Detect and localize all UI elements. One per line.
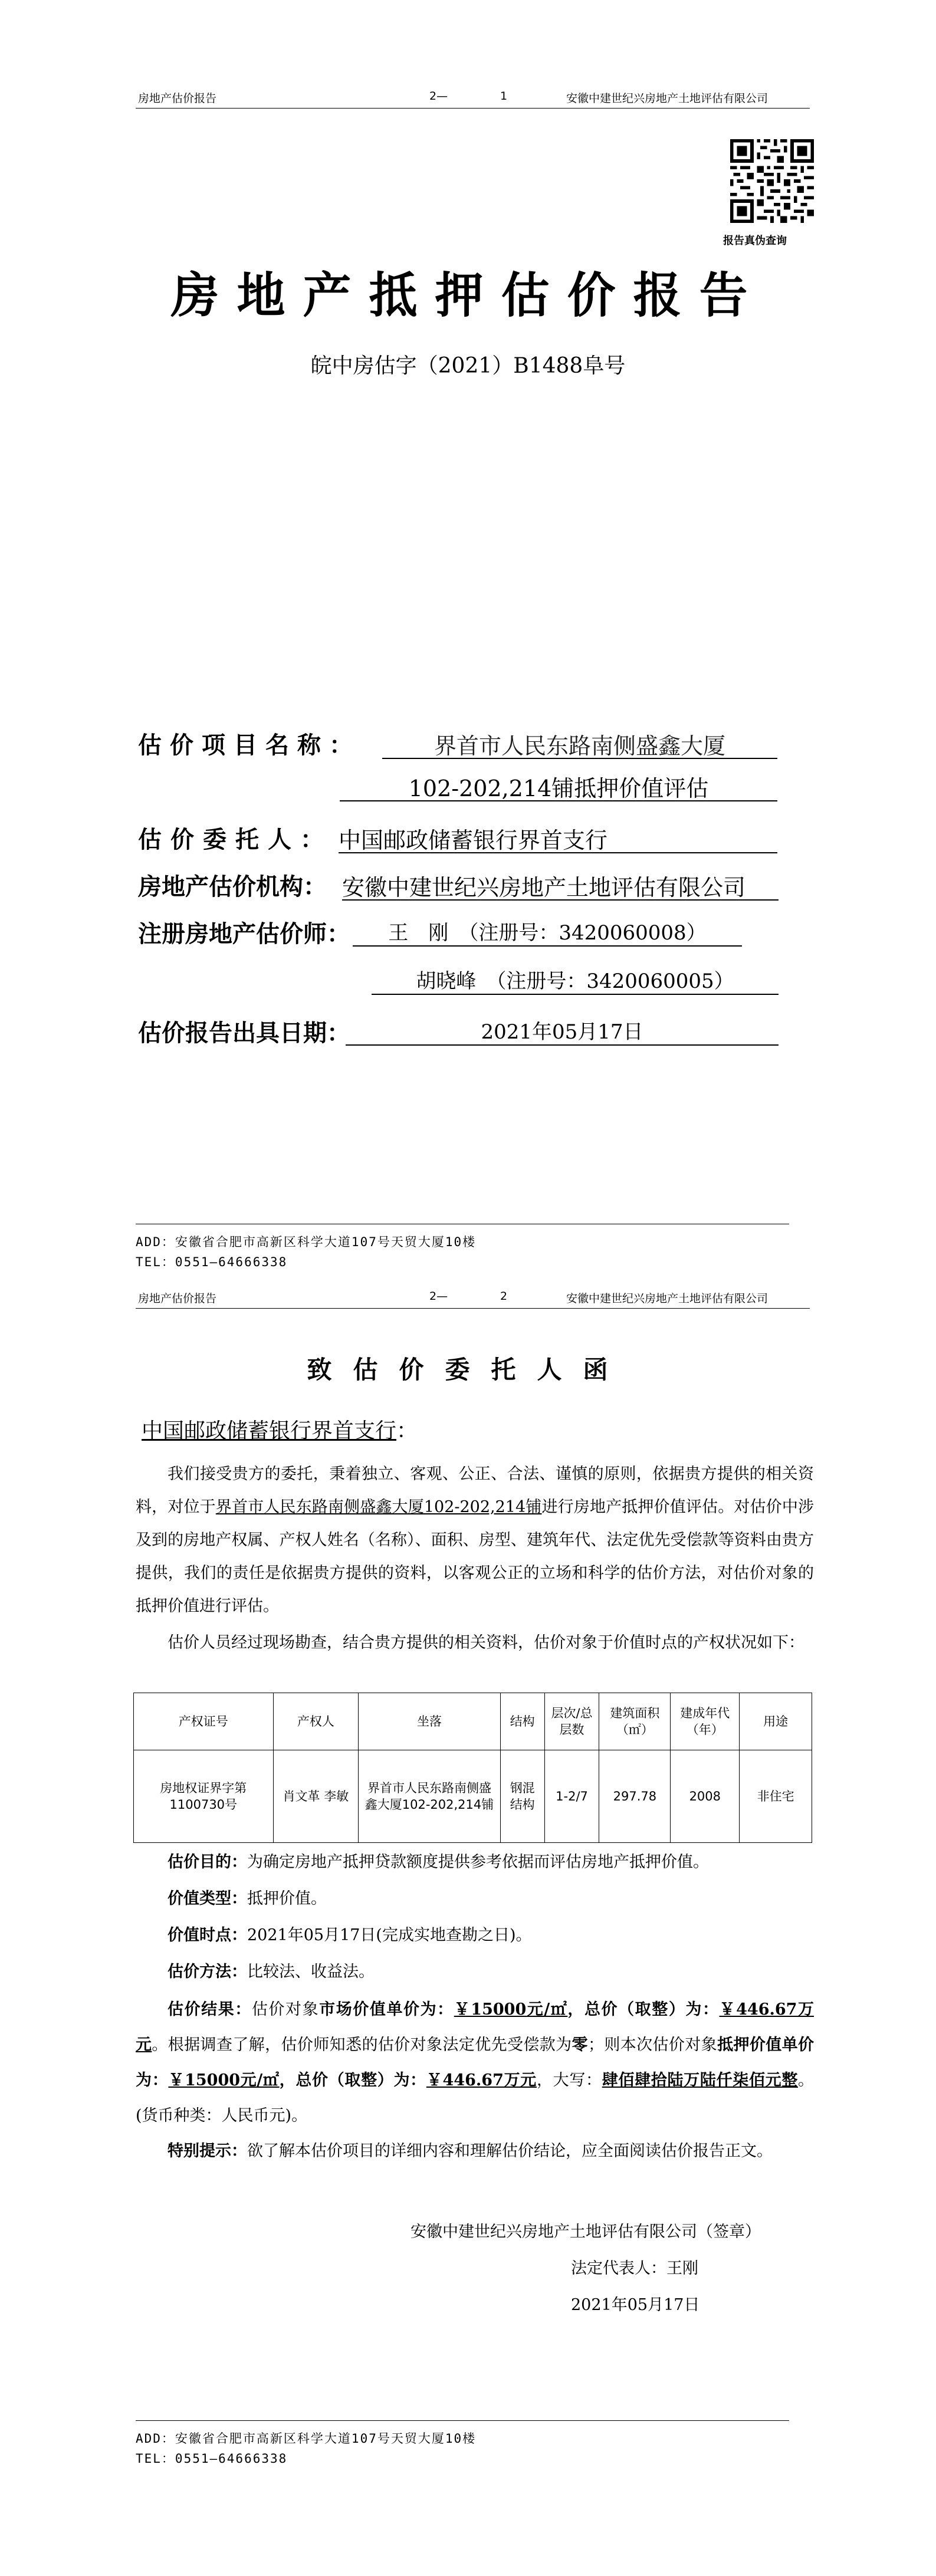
- result-text-i: 。(货币种类：人民币元)。: [136, 2071, 815, 2125]
- mortgage-total-price: ￥446.67万元: [426, 2071, 537, 2089]
- result-text-c: ，总价（取整）为：: [567, 2000, 720, 2019]
- project-name-line2: 102-202,214铺抵押价值评估: [408, 776, 709, 801]
- page2-header-page-b: 2: [500, 1290, 508, 1303]
- client-value: 中国邮政储蓄银行界首支行: [339, 827, 608, 853]
- purpose-label: 估价目的：: [168, 1853, 247, 1871]
- appraiser-1-underline: [353, 945, 742, 947]
- th-usage: 用途: [740, 1693, 812, 1750]
- project-name-line1: 界首市人民东路南侧盛鑫大厦: [433, 733, 725, 759]
- th-structure: 结构: [500, 1693, 544, 1750]
- salutation: [142, 1414, 418, 1444]
- value-time-line: [136, 1919, 814, 1952]
- page1-header-rule: [136, 108, 810, 109]
- result-text-a: 估价对象: [251, 2000, 320, 2019]
- value-type-line: [136, 1882, 814, 1915]
- page2-footer-tel: TEL：0551—64666338: [136, 2452, 288, 2466]
- cell-owner: 肖文革 李敏: [273, 1750, 359, 1843]
- intro-address: 界首市人民东路南侧盛鑫大厦102-202,214铺: [215, 1498, 542, 1516]
- th-cert-no: 产权证号: [134, 1693, 274, 1750]
- client-underline: [339, 852, 777, 853]
- method-value: 比较法、收益法。: [247, 1963, 375, 1981]
- tip-label: 特别提示：: [168, 2142, 247, 2160]
- page1-footer-tel: TEL：0551—64666338: [136, 1255, 288, 1269]
- salutation-name: 中国邮政储蓄银行界首支行: [142, 1419, 397, 1443]
- appraiser-label: 注册房地产估价师：: [138, 921, 350, 948]
- result-text-g: ，总价（取整）为：: [279, 2071, 426, 2089]
- intro-text-b: 进行房地产抵押价值评估。对估价中涉及到的房地产权属、产权人姓名（名称）、面积、房型、建筑年代、法定优先受偿款等资料由贵方提供，我们的责任是依据贵方提供的资料，以客观公正的立场和科学的估价方法，对估价对象的抵押价值进行评估。: [136, 1498, 815, 1615]
- cell-year: 2008: [671, 1750, 740, 1843]
- page2-footer-address: ADD：安徽省合肥市高新区科学大道107号天贸大厦10楼: [136, 2432, 477, 2446]
- signature-date: 2021年05月17日: [571, 2296, 700, 2314]
- appraiser-2: 胡晓峰 （注册号：3420060005）: [416, 970, 734, 993]
- agency-value: 安徽中建世纪兴房地产土地评估有限公司: [342, 875, 746, 901]
- project-name-underline-2: [340, 800, 777, 801]
- th-location: 坐落: [359, 1693, 501, 1750]
- signature-company: 安徽中建世纪兴房地产土地评估有限公司（签章）: [410, 2223, 761, 2241]
- market-unit-price: ￥15000元/㎡: [454, 2000, 568, 2019]
- appraiser-2-underline: [372, 994, 779, 995]
- page1-header-page-b: 1: [500, 90, 508, 103]
- result-text-h: ，大写：: [536, 2071, 602, 2089]
- page2-header-page-a: 2—: [429, 1290, 448, 1303]
- value-time-value: 2021年05月17日(完成实地查勘之日)。: [247, 1926, 532, 1944]
- page1-header-page-a: 2—: [429, 90, 448, 103]
- qr-caption: 报告真伪查询: [723, 235, 787, 247]
- method-line: [136, 1956, 814, 1989]
- mortgage-total-in-words: 肆佰肆拾陆万陆仟柒佰元整: [602, 2071, 799, 2089]
- result-text-e: ；则本次估价对象: [587, 2036, 718, 2054]
- result-paragraph: [136, 1992, 814, 2134]
- result-text-b: 市场价值单价为：: [319, 2000, 454, 2019]
- mortgage-unit-price: ￥15000元/㎡: [168, 2071, 280, 2089]
- intro-paragraph: [136, 1458, 814, 1623]
- report-number: 皖中房估字（2021）B1488阜号: [310, 354, 626, 378]
- page2-header-left: 房地产估价报告: [138, 1292, 217, 1305]
- property-table: [133, 1693, 812, 1843]
- project-name-underline-1: [382, 758, 777, 759]
- priority-claim-value: 零: [572, 2036, 588, 2054]
- cell-floor: 1-2/7: [544, 1750, 599, 1843]
- report-title: 房地产抵押估价报告: [170, 267, 766, 324]
- appraiser-1: 王 刚 （注册号：3420060008）: [388, 921, 707, 945]
- page2-header-right: 安徽中建世纪兴房地产土地评估有限公司: [566, 1292, 768, 1305]
- page1-header-left: 房地产估价报告: [138, 92, 217, 105]
- table-row: [134, 1750, 812, 1843]
- page1-footer-address: ADD：安徽省合肥市高新区科学大道107号天贸大厦10楼: [136, 1235, 477, 1249]
- result-text-d: 。根据调查了解，估价师知悉的估价对象法定优先受偿款为: [152, 2036, 572, 2054]
- letter-title: 致估价委托人函: [307, 1355, 629, 1384]
- th-area: 建筑面积（㎡）: [599, 1693, 671, 1750]
- th-floor: 层次/总层数: [544, 1693, 599, 1750]
- agency-label: 房地产估价机构：: [138, 873, 327, 901]
- page2-header-rule: [136, 1308, 810, 1309]
- signature-representative: 法定代表人：王刚: [571, 2259, 698, 2278]
- result-label: 估价结果：: [168, 2000, 252, 2019]
- intro-text-a: 我们接受贵方的委托，秉着独立、客观、公正、合法、谨慎的原则，依据贵方提供的相关资料，对位于: [136, 1465, 814, 1516]
- purpose-line: [136, 1846, 814, 1879]
- cell-usage: 非住宅: [740, 1750, 812, 1843]
- qr-code-icon: [730, 139, 814, 223]
- method-label: 估价方法：: [168, 1963, 247, 1981]
- cell-area: 297.78: [599, 1750, 671, 1843]
- agency-underline: [342, 899, 779, 901]
- survey-paragraph: 估价人员经过现场勘查，结合贵方提供的相关资料，估价对象于价值时点的产权状况如下：: [168, 1634, 804, 1652]
- result-text-f: 抵押价值单价为：: [136, 2036, 815, 2089]
- cell-cert-no: 房地权证界字第1100730号: [134, 1750, 274, 1843]
- value-time-label: 价值时点：: [168, 1926, 247, 1944]
- market-total-price: ￥446.67万元: [136, 2000, 815, 2054]
- issue-date-value: 2021年05月17日: [481, 1020, 643, 1044]
- issue-date-label: 估价报告出具日期：: [138, 1020, 350, 1047]
- page1-header-right: 安徽中建世纪兴房地产土地评估有限公司: [566, 92, 768, 105]
- purpose-value: 为确定房地产抵押贷款额度提供参考依据而评估房地产抵押价值。: [247, 1853, 709, 1871]
- tip-paragraph: [136, 2135, 814, 2168]
- value-type-value: 抵押价值。: [247, 1890, 327, 1908]
- salutation-colon: ：: [396, 1419, 418, 1443]
- tip-value: 欲了解本估价项目的详细内容和理解估价结论，应全面阅读估价报告正文。: [247, 2142, 773, 2160]
- cell-structure: 钢混结构: [500, 1750, 544, 1843]
- cell-location: 界首市人民东路南侧盛鑫大厦102-202,214铺: [359, 1750, 501, 1843]
- value-type-label: 价值类型：: [168, 1890, 247, 1908]
- property-table-header: [134, 1693, 812, 1750]
- th-owner: 产权人: [273, 1693, 359, 1750]
- project-name-label: 估价项目名称：: [138, 732, 361, 759]
- th-year: 建成年代（年）: [671, 1693, 740, 1750]
- page2-footer-rule: [136, 2420, 789, 2421]
- issue-date-underline: [346, 1044, 779, 1046]
- client-label: 估价委托人：: [138, 826, 333, 853]
